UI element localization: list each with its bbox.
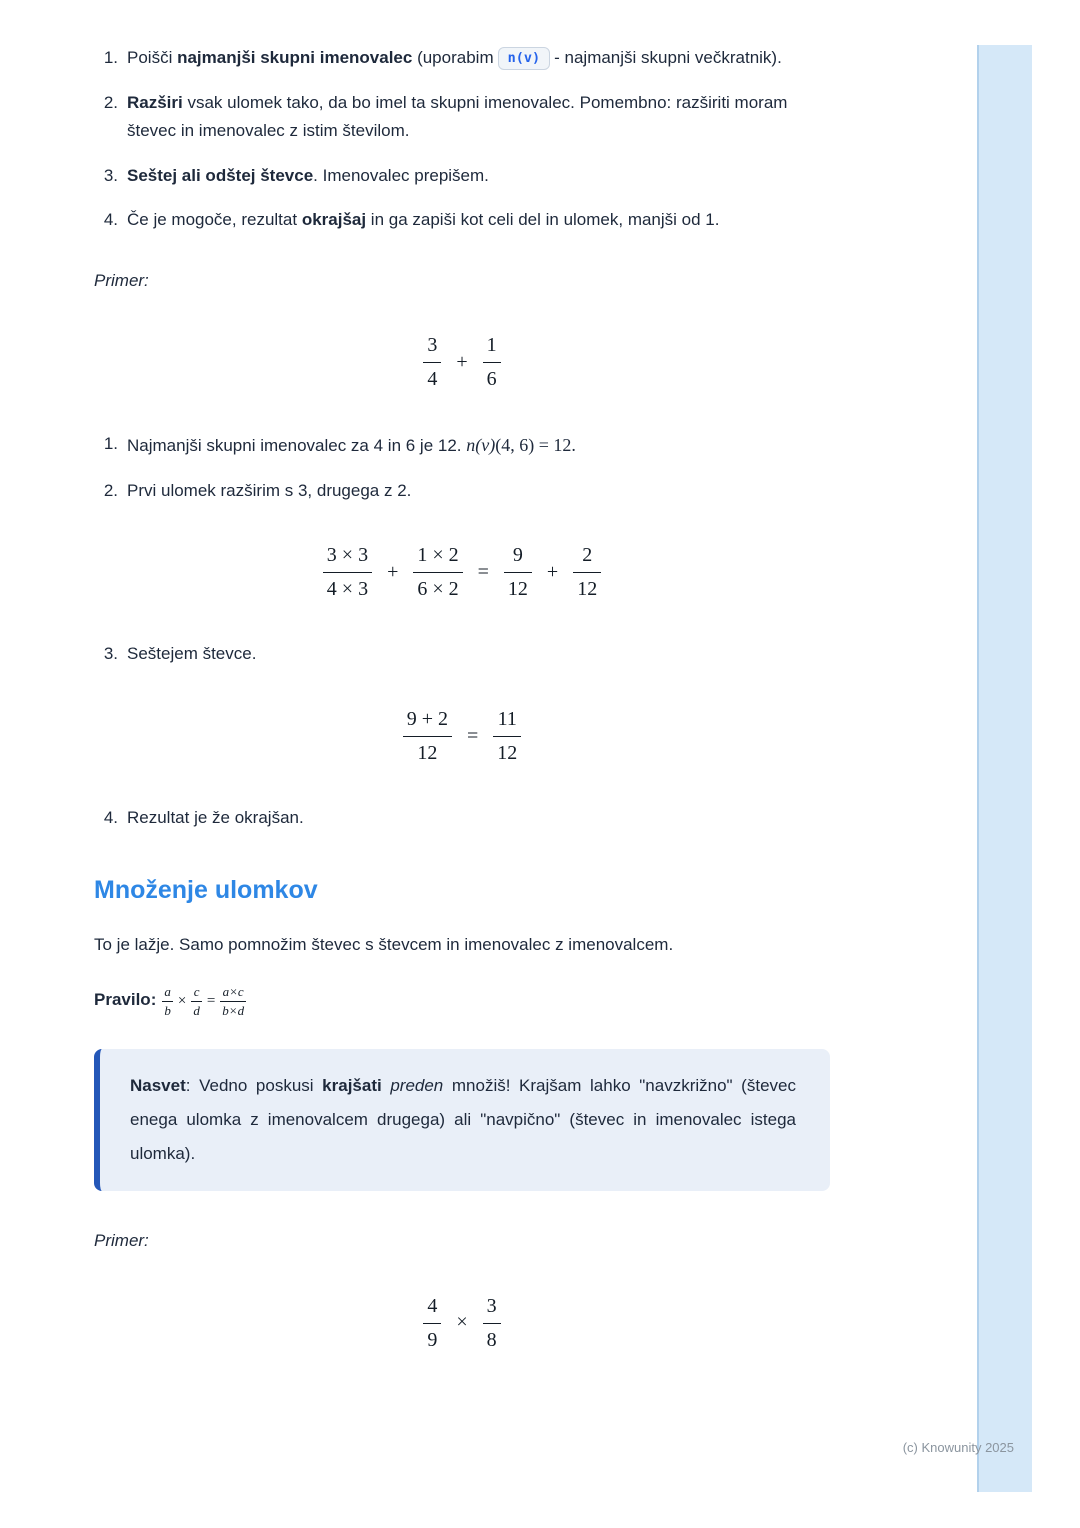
list-item-text [127, 44, 830, 73]
fraction-numerator: 11 [493, 707, 521, 737]
list-item-text [127, 162, 830, 191]
list-item [94, 430, 830, 461]
fraction-numerator: 3 [483, 1294, 501, 1324]
fraction-denominator: 4 × 3 [326, 578, 369, 601]
list-item [94, 477, 830, 506]
list-item-text [127, 89, 830, 146]
fraction [220, 984, 246, 1020]
fraction-denominator: b [164, 1002, 171, 1018]
fraction-numerator: a×c [220, 984, 246, 1002]
fraction-denominator: 8 [486, 1328, 497, 1351]
fraction-denominator: 6 [486, 368, 497, 391]
fraction-denominator: b×d [222, 1002, 245, 1018]
math-display-multiplication [94, 1294, 830, 1353]
list-item-text [127, 477, 830, 506]
equals-sign: = [206, 992, 216, 1009]
fraction-numerator: 9 [504, 543, 532, 573]
list-item-number: 4. [103, 807, 118, 827]
text-run: . Imenovalec prepišem. [313, 165, 489, 185]
list-item-number: 2. [103, 480, 118, 500]
fraction-denominator: 9 [427, 1328, 438, 1351]
math-display-sum [94, 333, 830, 392]
text-run: Najmanjši skupni imenovalec za 4 in 6 je 12. [127, 436, 467, 456]
fraction-numerator: a [162, 984, 173, 1002]
list-item-text [127, 206, 830, 235]
text-run: vsak ulomek tako, da bo imel ta skupni imenovalec. Pomembno: razširiti moram števec in imenovalec z istim številom. [127, 92, 788, 141]
bold-text: Seštej ali odštej števce [127, 165, 314, 185]
inline-math-text: (4, 6) = 12. [495, 435, 576, 456]
list-item-number: 3. [103, 165, 118, 185]
fraction [483, 333, 501, 392]
text-run: Prvi ulomek razširim s 3, drugega z 2. [127, 480, 412, 500]
list-item [94, 44, 830, 73]
fraction [191, 984, 202, 1020]
fraction-numerator: 3 [423, 333, 441, 363]
text-run: Če je mogoče, rezultat [127, 210, 302, 230]
equals-sign: = [467, 724, 479, 747]
times-operator: × [177, 992, 187, 1009]
fraction-numerator: 4 [423, 1294, 441, 1324]
text-run: in ga zapiši kot celi del in ulomek, manjši od 1. [366, 210, 720, 230]
bold-text: Razširi [127, 92, 183, 112]
fraction-denominator: 12 [507, 578, 528, 601]
fraction-numerator: 2 [573, 543, 601, 573]
fraction [423, 333, 441, 392]
times-operator: × [456, 1311, 468, 1334]
text-run: Poišči [127, 48, 178, 67]
list-item [94, 804, 830, 833]
page-content [94, 44, 830, 1391]
equals-sign: = [477, 561, 489, 584]
plus-operator: + [546, 561, 559, 584]
fraction [323, 543, 372, 602]
text-run: - najmanjši skupni večkratnik). [554, 48, 782, 67]
inline-math-variable: n(v) [466, 435, 496, 456]
bold-text: najmanjši skupni imenovalec [177, 48, 413, 67]
plus-operator: + [387, 561, 399, 584]
fraction-numerator: 1 × 2 [413, 543, 462, 573]
math-display-result [94, 707, 830, 766]
list-item-text [127, 640, 830, 669]
italic-text: preden [390, 1076, 444, 1096]
text-run: : Vedno poskusi [185, 1076, 323, 1096]
list-item-number: 1. [103, 48, 118, 67]
list-item-number: 1. [103, 434, 118, 454]
text-run: Seštejem števce. [127, 644, 257, 664]
fraction [162, 984, 173, 1020]
fraction [573, 543, 601, 602]
fraction [423, 1294, 441, 1353]
bold-text: Nasvet [130, 1076, 186, 1096]
fraction-numerator: 1 [483, 333, 501, 363]
fraction [413, 543, 462, 602]
text-run: množiš! Krajšam lahko "navzkrižno" (števec enega ulomka z imenovalcem drugega) ali "navpično" (števec in imenovalec istega ulomka). [130, 1076, 796, 1164]
fraction-denominator: 6 × 2 [417, 578, 459, 601]
list-item [94, 89, 830, 146]
text-run: Rezultat je že okrajšan. [127, 807, 304, 827]
rule-label: Pravilo: [94, 989, 157, 1009]
inline-code-chip: n(v) [498, 47, 551, 70]
bold-text: okrajšaj [301, 210, 367, 230]
rule-line [94, 984, 830, 1020]
list-item [94, 206, 830, 235]
example-steps-list [94, 430, 830, 505]
fraction-denominator: 12 [417, 741, 438, 764]
fraction-numerator: 3 × 3 [323, 543, 372, 573]
fraction [504, 543, 532, 602]
fraction [493, 707, 521, 766]
section-heading: Množenje ulomkov [94, 876, 318, 905]
paragraph: To je lažje. Samo pomnožim števec s števcem in imenovalec z imenovalcem. [94, 934, 674, 954]
fraction-numerator: c [191, 984, 202, 1002]
fraction-denominator: d [193, 1002, 200, 1018]
list-item-number: 2. [103, 92, 118, 112]
tip-callout-text [130, 1069, 796, 1171]
fraction [403, 707, 452, 766]
list-item [94, 640, 830, 669]
plus-operator: + [456, 350, 468, 373]
scrollbar-track[interactable] [977, 45, 1032, 1492]
fraction-denominator: 12 [577, 578, 598, 601]
fraction-denominator: 4 [427, 368, 438, 391]
fraction [483, 1294, 501, 1353]
fraction-denominator: 12 [497, 741, 518, 764]
text-run: (uporabim [412, 48, 494, 67]
fraction-numerator: 9 + 2 [403, 707, 452, 737]
tip-callout [94, 1049, 830, 1191]
list-item-number: 4. [103, 210, 118, 230]
list-item [94, 162, 830, 191]
copyright-notice: (c) Knowunity 2025 [902, 1440, 1014, 1455]
example-label: Primer: [94, 1231, 149, 1251]
math-display-expand [94, 543, 830, 602]
example-label: Primer: [94, 270, 149, 290]
list-item-text [127, 430, 830, 461]
list-item-text [127, 804, 830, 833]
steps-list [94, 44, 830, 235]
list-item-number: 3. [103, 644, 118, 664]
bold-text: krajšati [322, 1076, 382, 1096]
